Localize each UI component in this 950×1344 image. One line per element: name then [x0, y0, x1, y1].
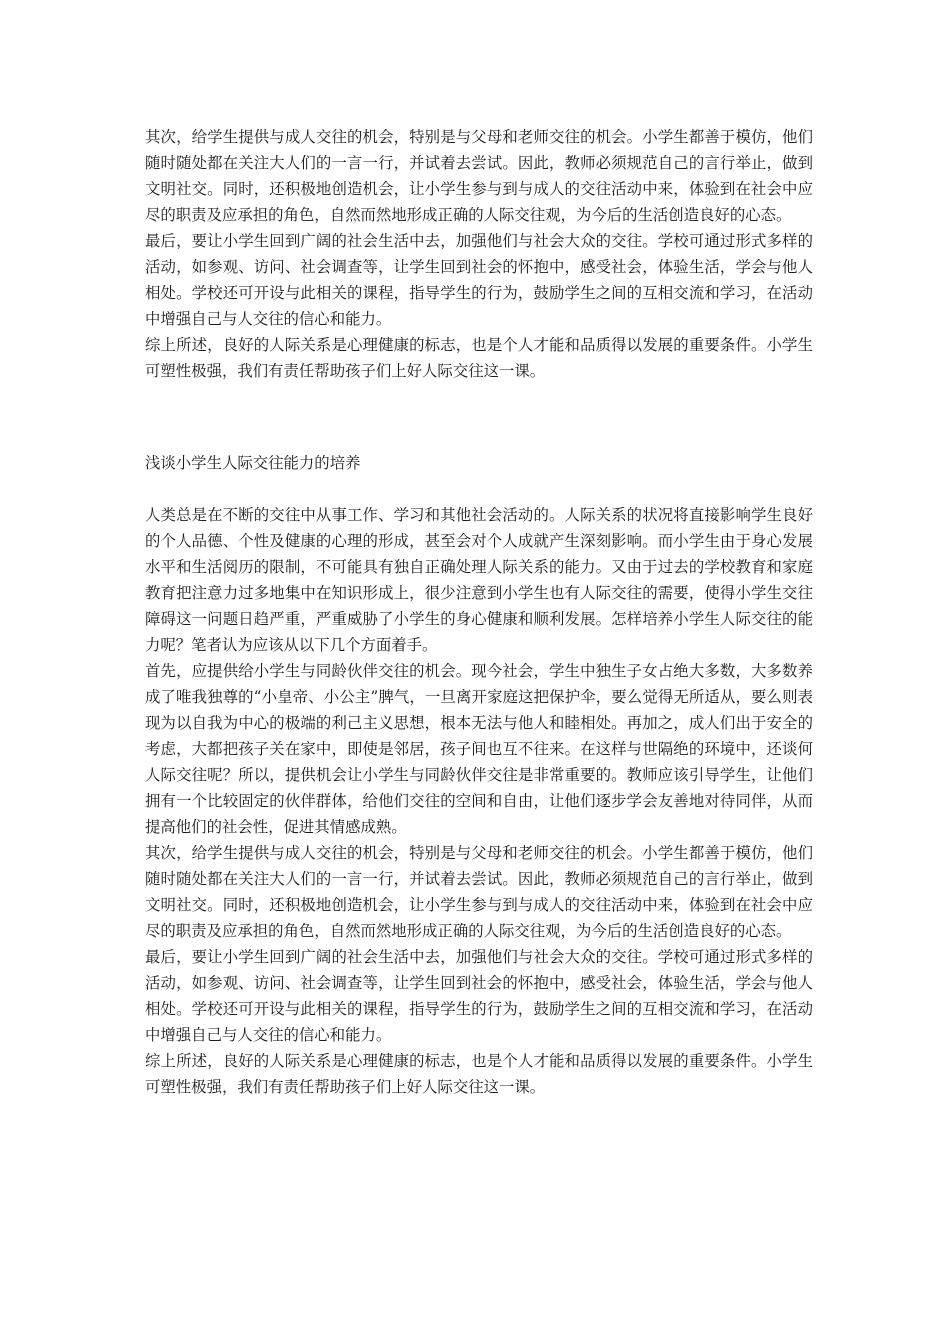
article-body: [145, 502, 813, 1100]
paragraph-society-interaction: 最后，要让小学生回到广阔的社会生活中去，加强他们与社会大众的交往。学校可通过形式多样的活动，如参观、访问、社会调查等，让学生回到社会的怀抱中，感受社会，体验生活，学会与他人相处。学校还可开设与此相关的课程，指导学生的行为，鼓励学生之间的互相交流和学习，在活动中增强自己与人交往的信心和能力。: [145, 232, 813, 328]
paragraph-society-interaction: 最后，要让小学生回到广阔的社会生活中去，加强他们与社会大众的交往。学校可通过形式多样的活动，如参观、访问、社会调查等，让学生回到社会的怀抱中，感受社会，体验生活，学会与他人相处。学校还可开设与此相关的课程，指导学生的行为，鼓励学生之间的互相交流和学习，在活动中增强自己与人交往的信心和能力。: [145, 948, 813, 1044]
paragraph-peer-interaction: 首先，应提供给小学生与同龄伙伴交往的机会。现今社会，学生中独生子女占绝大多数，大多数养成了唯我独尊的“小皇帝、小公主”脾气，一旦离开家庭这把保护伞，要么觉得无所适从，要么则表现为以自我为中心的极端的利己主义思想，根本无法与他人和睦相处。再加之，成人们出于安全的考虑，大都把孩子关在家中，即使是邻居，孩子间也互不往来。在这样与世隔绝的环境中，还谈何人际交往呢？所以，提供机会让小学生与同龄伙伴交往是非常重要的。教师应该引导学生，让他们拥有一个比较固定的伙伴群体，给他们交往的空间和自由，让他们逐步学会友善地对待同伴，从而提高他们的社会性，促进其情感成熟。: [145, 662, 813, 836]
paragraph-intro: 人类总是在不断的交往中从事工作、学习和其他社会活动的。人际关系的状况将直接影响学生良好的个人品德、个性及健康的心理的形成，甚至会对个人成就产生深刻影响。而小学生由于身心发展水平和生活阅历的限制，不可能具有独自正确处理人际关系的能力。又由于过去的学校教育和家庭教育把注意力过多地集中在知识形成上，很少注意到小学生也有人际交往的需要，使得小学生交往障碍这一问题日趋严重，严重威胁了小学生的身心健康和顺利发展。怎样培养小学生人际交往的能力呢？笔者认为应该从以下几个方面着手。: [145, 506, 813, 654]
paragraph-adults-interaction: 其次，给学生提供与成人交往的机会，特别是与父母和老师交往的机会。小学生都善于模仿，他们随时随处都在关注大人们的一言一行，并试着去尝试。因此，教师必须规范自己的言行举止，做到文明社交。同时，还积极地创造机会，让小学生参与到与成人的交往活动中来，体验到在社会中应尽的职责及应承担的角色，自然而然地形成正确的人际交往观，为今后的生活创造良好的心态。: [145, 128, 813, 224]
paragraph-adults-interaction: 其次，给学生提供与成人交往的机会，特别是与父母和老师交往的机会。小学生都善于模仿，他们随时随处都在关注大人们的一言一行，并试着去尝试。因此，教师必须规范自己的言行举止，做到文明社交。同时，还积极地创造机会，让小学生参与到与成人的交往活动中来，体验到在社会中应尽的职责及应承担的角色，自然而然地形成正确的人际交往观，为今后的生活创造良好的心态。: [145, 844, 813, 940]
article-title: 浅谈小学生人际交往能力的培养: [145, 454, 361, 472]
continued-section: [145, 124, 813, 384]
paragraph-conclusion: 综上所述，良好的人际关系是心理健康的标志，也是个人才能和品质得以发展的重要条件。小学生可塑性极强，我们有责任帮助孩子们上好人际交往这一课。: [145, 1052, 813, 1096]
article-heading: [145, 450, 813, 476]
paragraph-conclusion: 综上所述，良好的人际关系是心理健康的标志，也是个人才能和品质得以发展的重要条件。小学生可塑性极强，我们有责任帮助孩子们上好人际交往这一课。: [145, 336, 813, 380]
